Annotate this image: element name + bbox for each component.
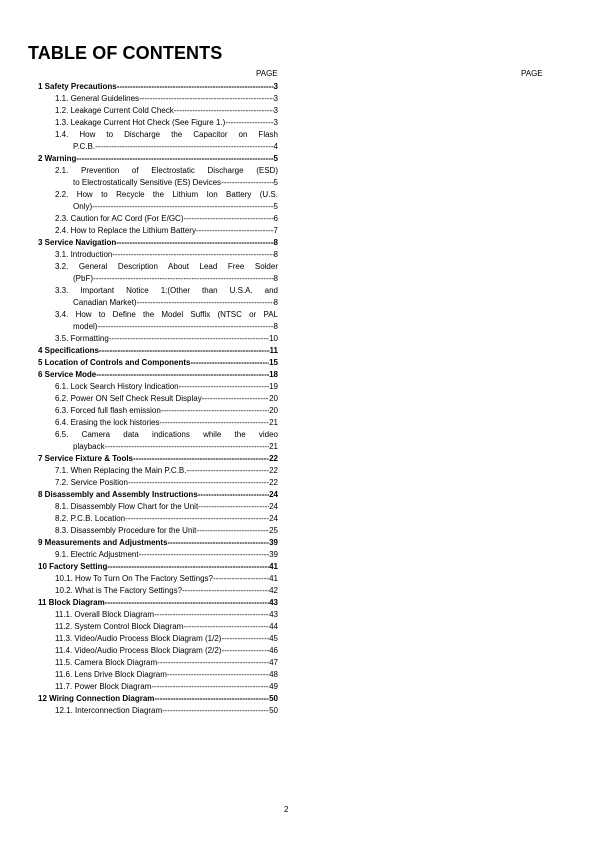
toc-entry-page: 50	[269, 694, 278, 703]
toc-section-entry[interactable]	[28, 369, 278, 381]
toc-entry-page: 11	[269, 346, 278, 355]
toc-entry-title: Canadian Market)	[73, 298, 137, 307]
toc-entry-title: 1.3. Leakage Current Hot Check (See Figure 1.)	[55, 118, 226, 127]
toc-entry-title: 2 Warning	[38, 154, 77, 163]
toc-entry-page: 22	[269, 478, 278, 487]
toc-entry-page: 6	[273, 214, 278, 223]
toc-subsection-entry[interactable]	[28, 621, 278, 633]
toc-entry-page: 4	[273, 142, 278, 151]
toc-leader-dashes	[105, 441, 270, 453]
toc-leader-dashes	[174, 105, 274, 117]
toc-subsection-entry[interactable]	[28, 105, 278, 117]
toc-leader-dashes	[151, 681, 269, 693]
toc-leader-dashes	[139, 549, 270, 561]
toc-entry-page: 43	[269, 610, 278, 619]
toc-leader-dashes	[161, 405, 269, 417]
toc-entry-page: 47	[269, 658, 278, 667]
toc-subsection-entry[interactable]	[28, 249, 278, 261]
toc-entry-page: 42	[269, 586, 278, 595]
toc-subsection-entry[interactable]	[28, 513, 278, 525]
toc-leader-dashes	[125, 513, 269, 525]
toc-subsection-entry[interactable]	[28, 465, 278, 477]
page-number: 2	[284, 805, 289, 814]
toc-subsection-entry[interactable]	[28, 681, 278, 693]
toc-section-entry[interactable]	[28, 693, 278, 705]
toc-entry-text-line: 2.2. How to Recycle the Lithium Ion Battery (U.S.	[55, 190, 278, 199]
toc-leader-dashes	[92, 201, 273, 213]
toc-entry-page: 3	[273, 118, 278, 127]
toc-leader-dashes	[96, 369, 269, 381]
toc-entry-page: 8	[273, 238, 278, 247]
page-column-header-right: PAGE	[521, 69, 543, 78]
toc-subsection-entry[interactable]	[28, 225, 278, 237]
toc-leader-dashes	[162, 705, 269, 717]
toc-leader-dashes	[99, 345, 270, 357]
toc-section-entry[interactable]	[28, 81, 278, 93]
toc-entry-title: 1.1. General Guidelines	[55, 94, 140, 103]
toc-entry-page: 45	[269, 634, 278, 643]
toc-entry-title: 3 Service Navigation	[38, 238, 117, 247]
toc-entry-title: 3.1. Introduction	[55, 250, 113, 259]
toc-entry-page: 10	[269, 334, 278, 343]
toc-leader-dashes	[105, 597, 269, 609]
toc-entry-page: 41	[269, 562, 278, 571]
toc-entry-title: 6 Service Mode	[38, 370, 97, 379]
toc-entry-title: 8.2. P.C.B. Location	[55, 514, 126, 523]
toc-entry-text-line: 6.5. Camera data indications while the video	[55, 430, 278, 439]
toc-entry-page: 3	[273, 94, 278, 103]
toc-entry-title: 11.6. Lens Drive Block Diagram	[55, 670, 167, 679]
toc-subsection-entry[interactable]	[28, 393, 278, 405]
page-column-header-left: PAGE	[256, 69, 278, 78]
toc-leader-dashes	[184, 213, 274, 225]
toc-leader-dashes	[196, 225, 274, 237]
toc-subsection-entry[interactable]	[28, 705, 278, 717]
toc-entry-page: 22	[269, 466, 278, 475]
toc-leader-dashes	[190, 357, 269, 369]
toc-entry-title: 4 Specifications	[38, 346, 99, 355]
toc-leader-dashes	[139, 93, 273, 105]
toc-entry-text-line: 3.2. General Description About Lead Free Solder	[55, 262, 278, 271]
toc-entry-title: Only)	[73, 202, 93, 211]
toc-leader-dashes	[112, 249, 273, 261]
toc-entry-title: 3.5. Formatting	[55, 334, 109, 343]
toc-entry-page: 46	[269, 646, 278, 655]
toc-entry-page: 41	[269, 574, 278, 583]
toc-leader-dashes	[76, 153, 273, 165]
toc-subsection-entry[interactable]	[28, 129, 278, 153]
toc-entry-title: playback	[73, 442, 105, 451]
toc-entry-page: 48	[269, 670, 278, 679]
toc-leader-dashes	[225, 117, 273, 129]
toc-entry-page: 3	[273, 106, 278, 115]
toc-subsection-entry[interactable]	[28, 261, 278, 285]
toc-subsection-entry[interactable]	[28, 657, 278, 669]
toc-section-entry[interactable]	[28, 561, 278, 573]
toc-entry-title: 5 Location of Controls and Components	[38, 358, 191, 367]
toc-entry-title: 1 Safety Precautions	[38, 82, 117, 91]
toc-entry-title: 6.4. Erasing the lock histories	[55, 418, 160, 427]
toc-leader-dashes	[109, 333, 269, 345]
toc-entry-title: 10.1. How To Turn On The Factory Settings?	[55, 574, 214, 583]
toc-leader-dashes	[179, 381, 269, 393]
toc-section-entry[interactable]	[28, 237, 278, 249]
toc-entry-title: 11.3. Video/Audio Process Block Diagram (1/2)	[55, 634, 222, 643]
toc-leader-dashes	[107, 561, 269, 573]
toc-subsection-entry[interactable]	[28, 585, 278, 597]
toc-section-entry[interactable]	[28, 537, 278, 549]
toc-entry-page: 43	[269, 598, 278, 607]
toc-entry-title: 9 Measurements and Adjustments	[38, 538, 168, 547]
toc-leader-dashes	[196, 525, 269, 537]
toc-entry-title: 2.3. Caution for AC Cord (For E/GC)	[55, 214, 184, 223]
toc-subsection-entry[interactable]	[28, 117, 278, 129]
toc-entry-page: 8	[273, 274, 278, 283]
toc-leader-dashes	[221, 633, 269, 645]
toc-leader-dashes	[137, 297, 274, 309]
toc-leader-dashes	[157, 657, 269, 669]
toc-entry-title: 11.2. System Control Block Diagram	[55, 622, 184, 631]
toc-entry-title: 11 Block Diagram	[38, 598, 105, 607]
toc-entry-page: 20	[269, 394, 278, 403]
toc-entry-page: 24	[269, 490, 278, 499]
toc-subsection-entry[interactable]	[28, 189, 278, 213]
toc-subsection-entry[interactable]	[28, 405, 278, 417]
toc-leader-dashes	[168, 537, 270, 549]
toc-entry-title: 11.4. Video/Audio Process Block Diagram (2/2)	[55, 646, 222, 655]
toc-leader-dashes	[128, 477, 269, 489]
toc-subsection-entry[interactable]	[28, 573, 278, 585]
toc-entry-page: 7	[273, 226, 278, 235]
toc-entry-page: 50	[269, 706, 278, 715]
toc-entry-title: 8.1. Disassembly Flow Chart for the Unit	[55, 502, 199, 511]
toc-leader-dashes	[182, 585, 269, 597]
toc-entry-page: 20	[269, 406, 278, 415]
table-of-contents	[28, 81, 278, 717]
toc-section-entry[interactable]	[28, 453, 278, 465]
toc-entry-title: 12.1. Interconnection Diagram	[55, 706, 163, 715]
toc-section-entry[interactable]	[28, 489, 278, 501]
toc-leader-dashes	[133, 453, 269, 465]
toc-entry-page: 8	[273, 298, 278, 307]
toc-entry-page: 39	[269, 550, 278, 559]
toc-subsection-entry[interactable]	[28, 549, 278, 561]
toc-subsection-entry[interactable]	[28, 285, 278, 309]
toc-entry-page: 39	[269, 538, 278, 547]
toc-entry-title: 9.1. Electric Adjustment	[55, 550, 139, 559]
toc-entry-text-line: 3.3. Important Notice 1:(Other than U.S.A. and	[55, 286, 278, 295]
toc-entry-page: 5	[273, 178, 278, 187]
toc-leader-dashes	[202, 393, 269, 405]
toc-entry-page: 21	[269, 442, 278, 451]
toc-entry-title: 8 Disassembly and Assembly Instructions	[38, 490, 198, 499]
toc-subsection-entry[interactable]	[28, 669, 278, 681]
toc-entry-title: (PbF)	[73, 274, 93, 283]
toc-subsection-entry[interactable]	[28, 525, 278, 537]
toc-leader-dashes	[198, 489, 269, 501]
toc-subsection-entry[interactable]	[28, 633, 278, 645]
toc-entry-title: 2.4. How to Replace the Lithium Battery	[55, 226, 196, 235]
toc-leader-dashes	[213, 573, 269, 585]
toc-entry-page: 18	[269, 370, 278, 379]
toc-entry-title: 11.5. Camera Block Diagram	[55, 658, 158, 667]
toc-entry-title: 7 Service Fixture & Tools	[38, 454, 133, 463]
toc-entry-title: 6.3. Forced full flash emission	[55, 406, 161, 415]
toc-leader-dashes	[97, 321, 273, 333]
toc-leader-dashes	[183, 621, 269, 633]
toc-section-entry[interactable]	[28, 345, 278, 357]
toc-entry-title: model)	[73, 322, 98, 331]
toc-entry-title: P.C.B.	[73, 142, 96, 151]
toc-entry-page: 8	[273, 322, 278, 331]
toc-subsection-entry[interactable]	[28, 429, 278, 453]
toc-subsection-entry[interactable]	[28, 93, 278, 105]
toc-leader-dashes	[154, 693, 269, 705]
toc-subsection-entry[interactable]	[28, 501, 278, 513]
toc-entry-title: 11.1. Overall Block Diagram	[55, 610, 154, 619]
toc-entry-page: 15	[269, 358, 278, 367]
toc-entry-title: 10.2. What is The Factory Settings?	[55, 586, 183, 595]
toc-entry-page: 21	[269, 418, 278, 427]
toc-entry-page: 25	[269, 526, 278, 535]
toc-section-entry[interactable]	[28, 357, 278, 369]
page-title: TABLE OF CONTENTS	[28, 43, 223, 63]
toc-entry-title: 8.3. Disassembly Procedure for the Unit	[55, 526, 197, 535]
toc-subsection-entry[interactable]	[28, 381, 278, 393]
toc-leader-dashes	[186, 465, 269, 477]
toc-entry-page: 5	[273, 154, 278, 163]
toc-entry-page: 24	[269, 514, 278, 523]
toc-leader-dashes	[160, 417, 270, 429]
toc-entry-page: 8	[273, 250, 278, 259]
toc-entry-title: 11.7. Power Block Diagram	[55, 682, 152, 691]
toc-entry-text-line: 2.1. Prevention of Electrostatic Discharge (ESD)	[55, 166, 278, 175]
toc-subsection-entry[interactable]	[28, 213, 278, 225]
toc-subsection-entry[interactable]	[28, 165, 278, 189]
toc-subsection-entry[interactable]	[28, 477, 278, 489]
toc-leader-dashes	[117, 81, 274, 93]
toc-section-entry[interactable]	[28, 597, 278, 609]
toc-subsection-entry[interactable]	[28, 309, 278, 333]
toc-subsection-entry[interactable]	[28, 333, 278, 345]
toc-entry-title: 7.1. When Replacing the Main P.C.B.	[55, 466, 187, 475]
toc-leader-dashes	[116, 237, 273, 249]
toc-entry-title: 10 Factory Setting	[38, 562, 108, 571]
toc-entry-text-line: 1.4. How to Discharge the Capacitor on Flash	[55, 130, 278, 139]
toc-entry-page: 24	[269, 502, 278, 511]
toc-leader-dashes	[221, 645, 269, 657]
toc-entry-title: 6.2. Power ON Self Check Result Display	[55, 394, 202, 403]
toc-entry-text-line: 3.4. How to Define the Model Suffix (NTSC or PAL	[55, 310, 278, 319]
toc-entry-title: to Electrostatically Sensitive (ES) Devices	[73, 178, 222, 187]
toc-subsection-entry[interactable]	[28, 609, 278, 621]
toc-leader-dashes	[198, 501, 269, 513]
toc-entry-page: 49	[269, 682, 278, 691]
toc-entry-title: 6.1. Lock Search History Indication	[55, 382, 179, 391]
toc-entry-title: 12 Wiring Connection Diagram	[38, 694, 155, 703]
toc-leader-dashes	[221, 177, 273, 189]
toc-subsection-entry[interactable]	[28, 645, 278, 657]
toc-subsection-entry[interactable]	[28, 417, 278, 429]
toc-entry-page: 5	[273, 202, 278, 211]
toc-entry-page: 3	[273, 82, 278, 91]
toc-section-entry[interactable]	[28, 153, 278, 165]
toc-leader-dashes	[93, 273, 274, 285]
toc-entry-title: 7.2. Service Position	[55, 478, 128, 487]
toc-leader-dashes	[154, 609, 269, 621]
toc-entry-page: 22	[269, 454, 278, 463]
toc-leader-dashes	[167, 669, 269, 681]
toc-leader-dashes	[95, 141, 273, 153]
toc-entry-page: 19	[269, 382, 278, 391]
toc-entry-page: 44	[269, 622, 278, 631]
toc-entry-title: 1.2. Leakage Current Cold Check	[55, 106, 174, 115]
